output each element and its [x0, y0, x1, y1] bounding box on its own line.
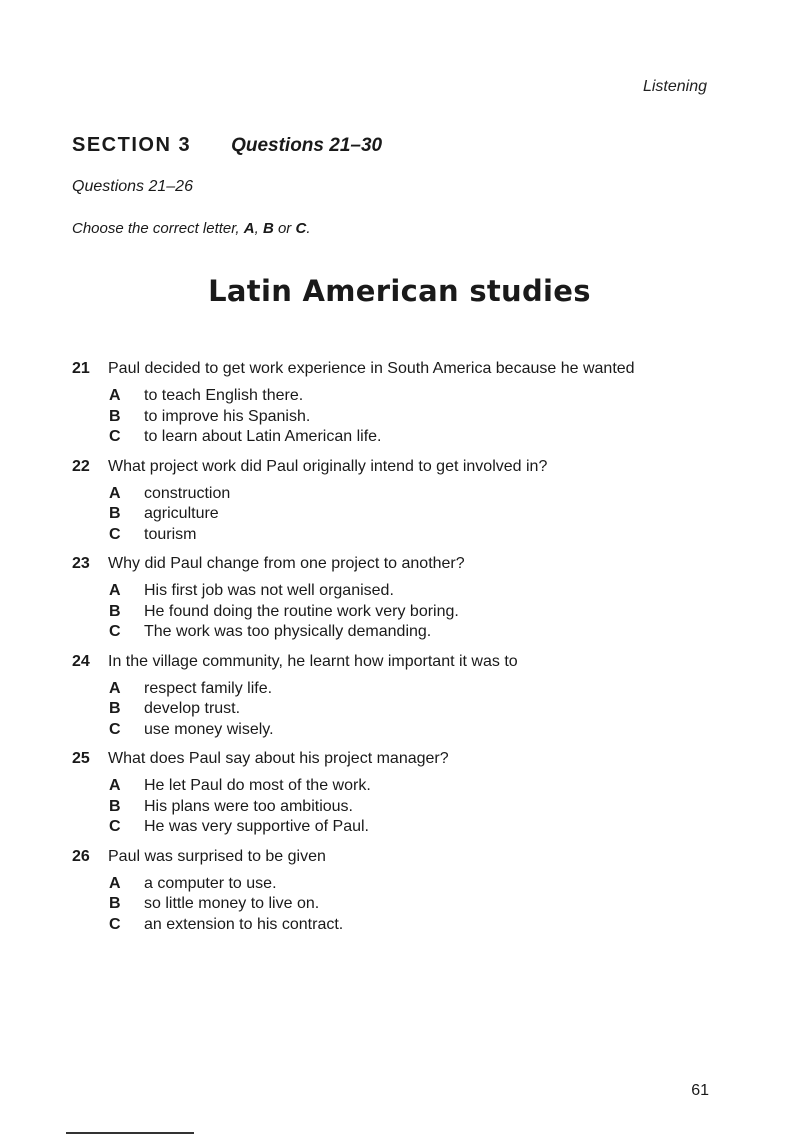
option-c — [109, 622, 712, 643]
option-c — [109, 525, 712, 546]
option-letter: C — [109, 720, 121, 738]
question-text: Paul was surprised to be given — [108, 847, 326, 865]
question-text: Paul decided to get work experience in South America because he wanted — [108, 360, 635, 377]
option-letter: B — [109, 797, 121, 815]
option-b — [109, 797, 712, 818]
option-list — [109, 581, 712, 643]
option-list — [109, 679, 712, 741]
question-23 — [72, 553, 712, 643]
section-heading — [72, 134, 382, 157]
question-number: 21 — [72, 360, 90, 377]
option-letter: C — [109, 818, 121, 835]
option-text: construction — [144, 484, 231, 502]
questions-subrange: Questions 21–26 — [72, 178, 193, 195]
option-a — [109, 874, 712, 895]
option-a — [109, 776, 712, 797]
option-text: The work was too physically demanding. — [144, 623, 432, 640]
option-letter: C — [109, 428, 121, 445]
question-stem — [72, 358, 712, 380]
option-text: tourism — [144, 525, 197, 543]
question-text: Why did Paul change from one project to another? — [108, 555, 465, 572]
option-b — [109, 894, 712, 915]
option-text: use money wisely. — [144, 720, 274, 738]
question-text: What project work did Paul originally intend to get involved in? — [108, 457, 548, 475]
option-text: He found doing the routine work very boring. — [144, 602, 459, 620]
option-letter: B — [109, 895, 121, 912]
option-c — [109, 817, 712, 838]
question-stem — [72, 748, 712, 770]
option-letter: B — [109, 700, 121, 717]
option-letter: A — [109, 484, 121, 502]
section-name-header: Listening — [642, 78, 707, 95]
option-letter: B — [109, 505, 121, 522]
option-list — [109, 484, 712, 546]
option-letter: B — [109, 407, 121, 425]
option-list — [109, 874, 712, 936]
instruction-sep-1: , — [254, 220, 263, 237]
option-text: an extension to his contract. — [144, 915, 344, 933]
option-letter: A — [109, 582, 121, 599]
option-b — [109, 504, 712, 525]
option-letter: A — [109, 777, 121, 794]
option-a — [109, 679, 712, 700]
question-number: 22 — [72, 457, 90, 475]
instruction-prefix: Choose the correct letter, — [72, 220, 244, 237]
option-letter: C — [109, 915, 121, 933]
option-letter: A — [109, 387, 121, 404]
question-number: 23 — [72, 555, 90, 572]
section-range: Questions 21–30 — [231, 135, 383, 156]
question-text: What does Paul say about his project manager? — [108, 750, 449, 767]
option-letter: A — [109, 874, 121, 892]
option-text: so little money to live on. — [144, 895, 320, 912]
question-number: 26 — [72, 847, 90, 865]
instruction-letter-b: B — [262, 220, 274, 237]
question-stem — [72, 456, 712, 478]
option-text: His first job was not well organised. — [144, 582, 394, 599]
page-title: Latin American studies — [208, 274, 591, 308]
option-text: to improve his Spanish. — [144, 407, 311, 425]
option-b — [109, 602, 712, 623]
option-text: a computer to use. — [144, 874, 277, 892]
question-text: In the village community, he learnt how important it was to — [108, 652, 518, 670]
option-list — [109, 386, 712, 448]
instruction-letter-a: A — [243, 220, 255, 237]
footer-rule — [66, 1132, 194, 1134]
option-text: to teach English there. — [144, 387, 304, 404]
instruction-sep-2: or — [273, 220, 296, 237]
question-number: 25 — [72, 750, 90, 767]
instruction-suffix: . — [306, 220, 311, 237]
question-24 — [72, 651, 712, 741]
option-a — [109, 484, 712, 505]
option-text: respect family life. — [144, 679, 273, 697]
option-text: His plans were too ambitious. — [144, 797, 353, 815]
question-22 — [72, 456, 712, 546]
instruction-letter-c: C — [295, 220, 307, 237]
instruction — [72, 220, 311, 237]
option-a — [109, 386, 712, 407]
option-a — [109, 581, 712, 602]
question-26 — [72, 846, 712, 936]
question-stem — [72, 553, 712, 575]
page-number: 61 — [691, 1082, 709, 1099]
question-list — [72, 358, 712, 943]
option-c — [109, 427, 712, 448]
question-stem — [72, 651, 712, 673]
option-letter: C — [109, 623, 121, 640]
option-letter: B — [109, 602, 121, 620]
option-list — [109, 776, 712, 838]
option-letter: A — [109, 679, 121, 697]
question-21 — [72, 358, 712, 448]
option-letter: C — [109, 525, 121, 543]
option-text: to learn about Latin American life. — [144, 428, 382, 445]
section-label: SECTION 3 — [72, 134, 192, 156]
option-b — [109, 407, 712, 428]
question-25 — [72, 748, 712, 838]
question-number: 24 — [72, 652, 90, 670]
option-text: develop trust. — [144, 700, 241, 717]
option-b — [109, 699, 712, 720]
option-c — [109, 720, 712, 741]
option-c — [109, 915, 712, 936]
option-text: He let Paul do most of the work. — [144, 777, 371, 794]
question-stem — [72, 846, 712, 868]
option-text: agriculture — [144, 505, 219, 522]
option-text: He was very supportive of Paul. — [144, 818, 369, 835]
